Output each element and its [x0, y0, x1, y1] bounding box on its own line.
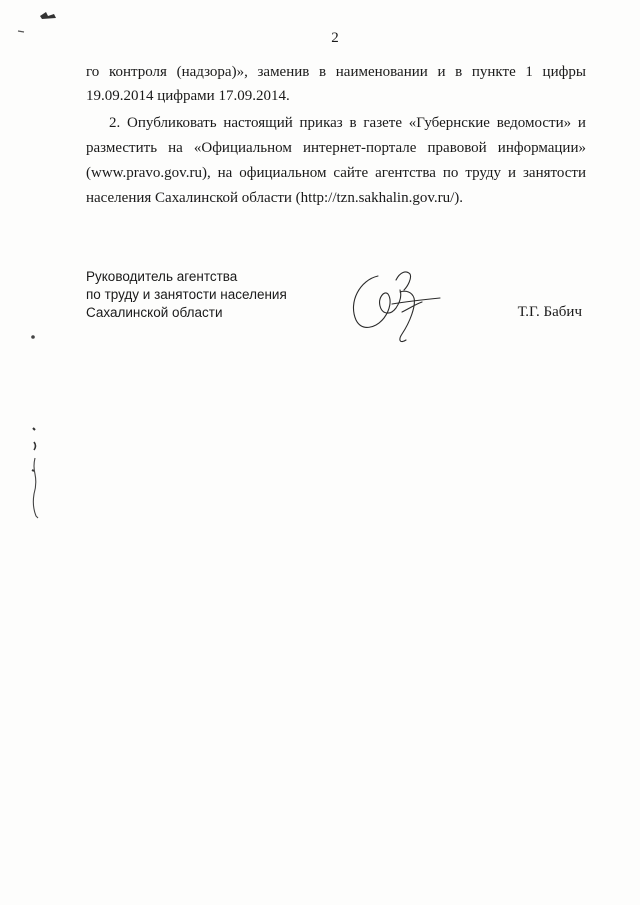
word: занятости — [523, 165, 586, 181]
signatory-position — [86, 268, 287, 322]
word: официальном — [239, 165, 327, 181]
word: и — [437, 64, 446, 80]
paragraph-1-line-1 — [86, 63, 586, 82]
word: контроля — [108, 64, 167, 80]
word: 1 — [525, 64, 533, 80]
word: разместить — [86, 140, 158, 156]
paragraph-2-line-2 — [86, 139, 586, 158]
scan-artifact-left-margin — [20, 330, 50, 530]
word: «Официальном — [193, 140, 292, 156]
position-line-1: Руководитель агентства — [86, 269, 238, 284]
word: на — [217, 165, 233, 181]
paragraph-2-line-4: населения Сахалинской области (http://tzn.sakhalin.gov.ru/). — [86, 190, 464, 206]
word: пункте — [471, 64, 516, 80]
word: го — [86, 64, 100, 80]
word: настоящий — [223, 115, 293, 131]
position-line-2: по труду и занятости населения — [86, 287, 287, 302]
word: наименовании — [335, 64, 428, 80]
word: в — [455, 64, 463, 80]
word: в — [319, 64, 327, 80]
paragraph-2-line-1 — [109, 114, 586, 133]
paragraph-1-line-2: 19.09.2014 цифрами 17.09.2014. — [86, 88, 290, 104]
word: (www.pravo.gov.ru), — [86, 165, 211, 181]
word: и — [577, 115, 586, 131]
word: агентства — [375, 165, 436, 181]
word: информации» — [497, 140, 586, 156]
word: труду — [465, 165, 502, 181]
signer-name: Т.Г. Бабич — [517, 304, 582, 320]
word: цифры — [542, 64, 586, 80]
word: (надзора)», — [176, 64, 248, 80]
word: сайте — [333, 165, 369, 181]
word: правовой — [427, 140, 487, 156]
word: 2. — [109, 115, 121, 131]
word: приказ — [299, 115, 343, 131]
word: ведомости» — [496, 115, 572, 131]
word: и — [508, 165, 517, 181]
word: в — [349, 115, 357, 131]
word: на — [168, 140, 183, 156]
word: Опубликовать — [127, 115, 217, 131]
position-line-3: Сахалинской области — [86, 305, 223, 320]
word: газете — [363, 115, 402, 131]
page-number: 2 — [331, 30, 339, 46]
handwritten-signature — [340, 262, 450, 352]
word: интернет-портале — [302, 140, 417, 156]
word: заменив — [257, 64, 310, 80]
word: по — [442, 165, 459, 181]
paragraph-2-line-3 — [86, 164, 586, 183]
word: «Губернские — [408, 115, 490, 131]
